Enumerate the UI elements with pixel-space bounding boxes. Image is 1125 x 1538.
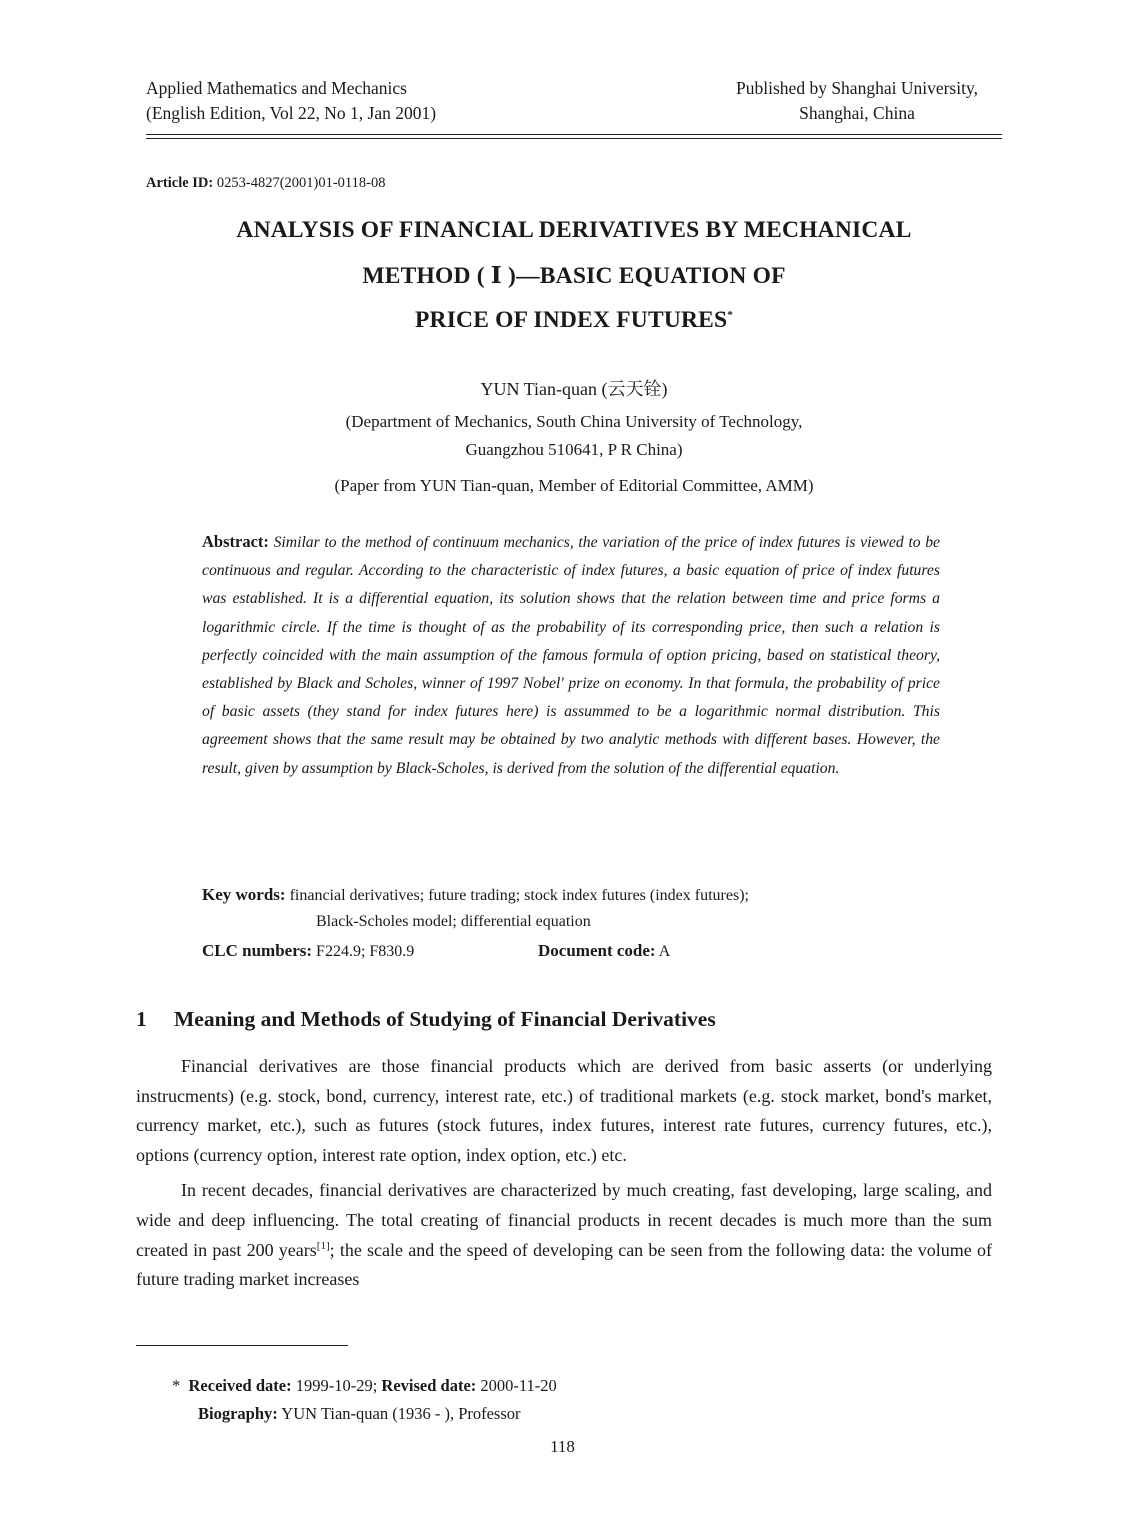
clc-numbers <box>202 938 414 965</box>
document-code-label: Document code: <box>538 941 656 960</box>
header-rule-top <box>146 134 1002 135</box>
abstract-label: Abstract: <box>202 532 269 551</box>
footnote <box>172 1372 557 1428</box>
paragraph-2 <box>136 1176 992 1294</box>
header-rule-bottom <box>146 138 1002 139</box>
article-id-label: Article ID: <box>146 175 214 191</box>
title-line-2: METHOD ( Ⅰ )—BASIC EQUATION OF <box>362 263 786 289</box>
keywords <box>202 882 749 935</box>
clc-label: CLC numbers: <box>202 941 313 960</box>
document-code-value: A <box>658 943 671 960</box>
abstract <box>202 528 940 783</box>
footnote-mark: * <box>172 1376 181 1395</box>
publisher-name: Published by Shanghai University, <box>736 78 978 98</box>
paragraph-2-text-a: In recent decades, financial derivatives are characterized by much creating, fast developing, large scaling, and wide and deep influencing. The total creating of financial products in recent decades is much more than the sum created in past 200 years <box>136 1180 992 1260</box>
section-1-body <box>136 1052 992 1295</box>
biography-value: YUN Tian-quan (1936 - ), Professor <box>281 1404 521 1423</box>
biography-label: Biography: <box>198 1404 278 1423</box>
page-number: 118 <box>550 1437 575 1456</box>
abstract-text: Similar to the method of continuum mechanics, the variation of the price of index futures is viewed to be continuous and regular. According to the characteristic of index futures, a basic equation of price of index futures was established. It is a differential equation, its solution shows that the relation between time and price forms a logarithmic circle. If the time is thought of as the probability of its corresponding price, then such a relation is perfectly coincided with the main assumption of the famous formula of option pricing, based on statistical theory, established by Black and Scholes, winner of 1997 Nobel' prize on economy. In that formula, the probability of price of basic assets (they stand for index futures here) is assummed to be a logarithmic normal distribution. This agreement shows that the same result may be obtained by two analytic methods with different bases. However, the result, given by assumption by Black-Scholes, is derived from the solution of the differential equation. <box>202 534 941 777</box>
keywords-line-2: Black-Scholes model; differential equation <box>316 913 591 930</box>
publisher-location: Shanghai, China <box>799 103 915 123</box>
keywords-label: Key words: <box>202 885 286 904</box>
citation-ref: [1] <box>316 1239 330 1252</box>
title-footnote-mark: * <box>727 309 734 322</box>
paper-from-note: (Paper from YUN Tian-quan, Member of Editorial Committee, AMM) <box>334 476 814 495</box>
received-label: Received date: <box>188 1376 292 1395</box>
keywords-line-1: financial derivatives; future trading; stock index futures (index futures); <box>289 887 749 904</box>
affiliation-line-1: (Department of Mechanics, South China University of Technology, <box>345 412 803 431</box>
title-line-3 <box>146 307 1002 334</box>
received-value: 1999-10-29; <box>295 1376 378 1395</box>
article-id <box>146 175 385 192</box>
title-line-1: ANALYSIS OF FINANCIAL DERIVATIVES BY MECHANICAL <box>236 217 912 243</box>
revised-label: Revised date: <box>381 1376 477 1395</box>
author-name: YUN Tian-quan (云天铨) <box>480 379 668 399</box>
clc-value: F224.9; F830.9 <box>316 943 415 960</box>
revised-value: 2000-11-20 <box>480 1376 557 1395</box>
title-line-3-text: PRICE OF INDEX FUTURES <box>414 307 728 333</box>
section-1-heading <box>136 1007 716 1032</box>
paragraph-1: Financial derivatives are those financial products which are derived from basic asserts (or underlying instrucments) (e.g. stock, bond, currency, interest rate, etc.) of traditional markets (e.g. stock market, bond's market, currency market, etc.), such as futures (stock futures, index futures, interest rate futures, currency futures, etc.), options (currency option, interest rate option, index option, etc.) etc. <box>136 1056 992 1165</box>
section-1-number: 1 <box>136 1007 147 1031</box>
section-1-title: Meaning and Methods of Studying of Financial Derivatives <box>174 1007 716 1031</box>
affiliation-line-2: Guangzhou 510641, P R China) <box>465 440 683 459</box>
publisher-header <box>712 76 1002 126</box>
footnote-rule <box>136 1345 348 1346</box>
paragraph-2-text-b: ; the scale and the speed of developing can be seen from the following data: the volume of future trading market increases <box>136 1239 992 1290</box>
article-id-value: 0253-4827(2001)01-0118-08 <box>216 175 386 191</box>
journal-edition: (English Edition, Vol 22, No 1, Jan 2001) <box>146 103 437 123</box>
journal-name: Applied Mathematics and Mechanics <box>146 78 407 98</box>
journal-header <box>146 76 436 126</box>
document-code <box>538 938 670 965</box>
